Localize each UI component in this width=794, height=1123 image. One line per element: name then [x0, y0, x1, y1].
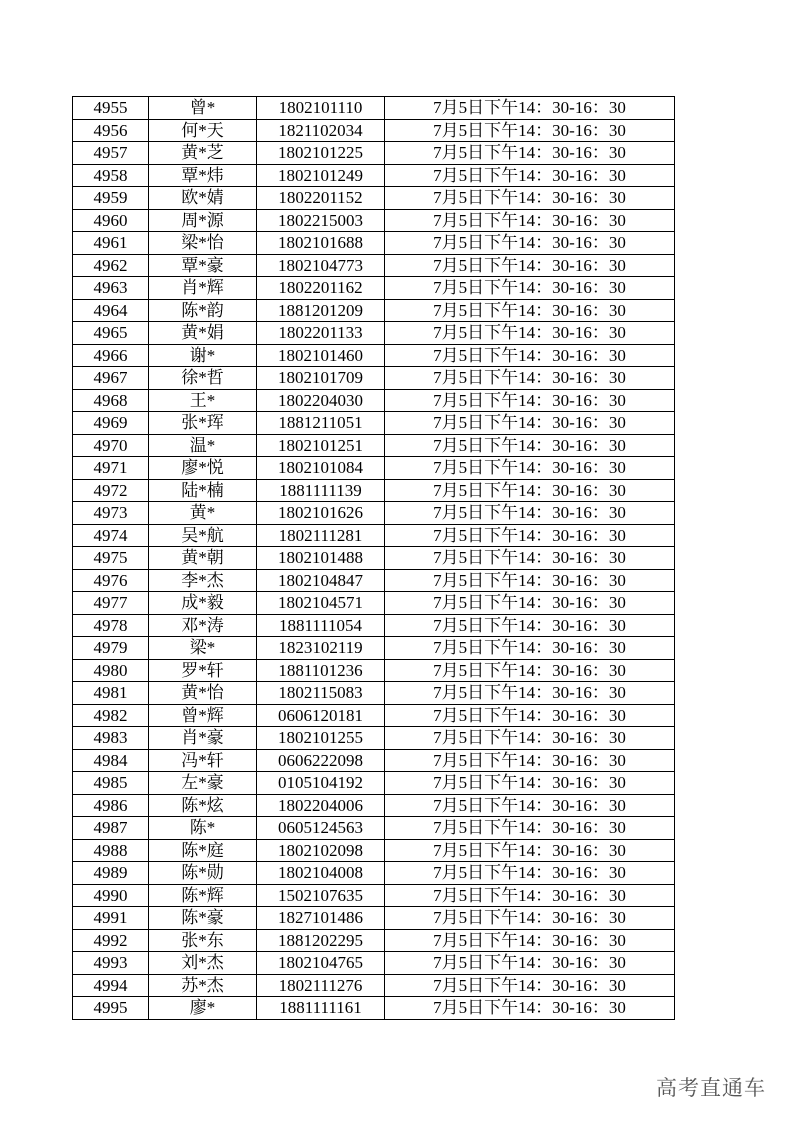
table-row	[73, 434, 675, 457]
row-name-cell: 陈*豪	[149, 907, 257, 930]
row-name-cell: 黄*朝	[149, 547, 257, 570]
row-time-cell: 7月5日下午14：30-16：30	[385, 232, 675, 255]
row-id-cell: 4960	[73, 209, 149, 232]
row-name-cell: 陆*楠	[149, 479, 257, 502]
row-number-cell: 0606120181	[257, 704, 385, 727]
row-number-cell: 1502107635	[257, 884, 385, 907]
row-number-cell: 1802101688	[257, 232, 385, 255]
table-row	[73, 952, 675, 975]
row-number-cell: 1802201162	[257, 277, 385, 300]
row-name-cell: 黄*芝	[149, 142, 257, 165]
row-id-cell: 4955	[73, 97, 149, 120]
row-name-cell: 黄*	[149, 502, 257, 525]
row-name-cell: 梁*	[149, 637, 257, 660]
row-time-cell: 7月5日下午14：30-16：30	[385, 389, 675, 412]
row-id-cell: 4992	[73, 929, 149, 952]
row-name-cell: 黄*娟	[149, 322, 257, 345]
row-id-cell: 4991	[73, 907, 149, 930]
row-time-cell: 7月5日下午14：30-16：30	[385, 817, 675, 840]
row-number-cell: 1881202295	[257, 929, 385, 952]
row-name-cell: 吴*航	[149, 524, 257, 547]
row-name-cell: 何*天	[149, 119, 257, 142]
row-number-cell: 1881111139	[257, 479, 385, 502]
row-number-cell: 1802204030	[257, 389, 385, 412]
row-name-cell: 罗*轩	[149, 659, 257, 682]
row-time-cell: 7月5日下午14：30-16：30	[385, 884, 675, 907]
row-number-cell: 1802201152	[257, 187, 385, 210]
row-name-cell: 陈*韵	[149, 299, 257, 322]
row-number-cell: 0606222098	[257, 749, 385, 772]
row-name-cell: 左*豪	[149, 772, 257, 795]
row-number-cell: 1802104571	[257, 592, 385, 615]
row-number-cell: 0605124563	[257, 817, 385, 840]
row-time-cell: 7月5日下午14：30-16：30	[385, 547, 675, 570]
row-id-cell: 4987	[73, 817, 149, 840]
row-number-cell: 1802101488	[257, 547, 385, 570]
row-number-cell: 1802101225	[257, 142, 385, 165]
row-number-cell: 1802101709	[257, 367, 385, 390]
row-time-cell: 7月5日下午14：30-16：30	[385, 727, 675, 750]
row-time-cell: 7月5日下午14：30-16：30	[385, 772, 675, 795]
table-row	[73, 322, 675, 345]
row-number-cell: 1802101626	[257, 502, 385, 525]
table-row	[73, 389, 675, 412]
row-id-cell: 4982	[73, 704, 149, 727]
row-id-cell: 4990	[73, 884, 149, 907]
row-time-cell: 7月5日下午14：30-16：30	[385, 749, 675, 772]
row-time-cell: 7月5日下午14：30-16：30	[385, 457, 675, 480]
table-row	[73, 704, 675, 727]
row-name-cell: 肖*辉	[149, 277, 257, 300]
row-name-cell: 梁*怡	[149, 232, 257, 255]
row-number-cell: 1802101255	[257, 727, 385, 750]
row-number-cell: 1802111276	[257, 974, 385, 997]
row-time-cell: 7月5日下午14：30-16：30	[385, 659, 675, 682]
table-row	[73, 344, 675, 367]
table-row	[73, 907, 675, 930]
row-id-cell: 4969	[73, 412, 149, 435]
row-time-cell: 7月5日下午14：30-16：30	[385, 592, 675, 615]
row-id-cell: 4957	[73, 142, 149, 165]
row-id-cell: 4961	[73, 232, 149, 255]
row-number-cell: 1802111281	[257, 524, 385, 547]
row-number-cell: 1827101486	[257, 907, 385, 930]
row-time-cell: 7月5日下午14：30-16：30	[385, 187, 675, 210]
row-name-cell: 覃*豪	[149, 254, 257, 277]
row-id-cell: 4985	[73, 772, 149, 795]
row-number-cell: 1881111054	[257, 614, 385, 637]
table-row	[73, 839, 675, 862]
row-name-cell: 张*珲	[149, 412, 257, 435]
table-row	[73, 727, 675, 750]
table-row	[73, 637, 675, 660]
row-time-cell: 7月5日下午14：30-16：30	[385, 997, 675, 1020]
row-id-cell: 4965	[73, 322, 149, 345]
row-number-cell: 1821102034	[257, 119, 385, 142]
row-time-cell: 7月5日下午14：30-16：30	[385, 794, 675, 817]
row-name-cell: 冯*轩	[149, 749, 257, 772]
row-id-cell: 4973	[73, 502, 149, 525]
row-time-cell: 7月5日下午14：30-16：30	[385, 614, 675, 637]
row-time-cell: 7月5日下午14：30-16：30	[385, 412, 675, 435]
table-row	[73, 187, 675, 210]
row-number-cell: 1802104847	[257, 569, 385, 592]
row-id-cell: 4994	[73, 974, 149, 997]
row-time-cell: 7月5日下午14：30-16：30	[385, 344, 675, 367]
watermark: 高考直通车	[656, 1076, 766, 1100]
row-number-cell: 1881111161	[257, 997, 385, 1020]
row-number-cell: 1881201209	[257, 299, 385, 322]
row-name-cell: 徐*哲	[149, 367, 257, 390]
table-row	[73, 502, 675, 525]
row-id-cell: 4972	[73, 479, 149, 502]
row-time-cell: 7月5日下午14：30-16：30	[385, 254, 675, 277]
row-name-cell: 欧*婧	[149, 187, 257, 210]
row-id-cell: 4995	[73, 997, 149, 1020]
row-id-cell: 4986	[73, 794, 149, 817]
table-row	[73, 209, 675, 232]
table-row	[73, 254, 675, 277]
row-name-cell: 张*东	[149, 929, 257, 952]
row-time-cell: 7月5日下午14：30-16：30	[385, 142, 675, 165]
row-name-cell: 黄*怡	[149, 682, 257, 705]
row-number-cell: 1802215003	[257, 209, 385, 232]
row-name-cell: 苏*杰	[149, 974, 257, 997]
row-id-cell: 4981	[73, 682, 149, 705]
row-name-cell: 覃*炜	[149, 164, 257, 187]
row-id-cell: 4962	[73, 254, 149, 277]
row-number-cell: 1802104008	[257, 862, 385, 885]
row-time-cell: 7月5日下午14：30-16：30	[385, 704, 675, 727]
row-id-cell: 4968	[73, 389, 149, 412]
row-name-cell: 肖*豪	[149, 727, 257, 750]
table-row	[73, 119, 675, 142]
row-id-cell: 4983	[73, 727, 149, 750]
row-id-cell: 4959	[73, 187, 149, 210]
row-time-cell: 7月5日下午14：30-16：30	[385, 479, 675, 502]
row-number-cell: 1881211051	[257, 412, 385, 435]
row-name-cell: 李*杰	[149, 569, 257, 592]
row-id-cell: 4958	[73, 164, 149, 187]
table-row	[73, 659, 675, 682]
table-row	[73, 569, 675, 592]
table-row	[73, 749, 675, 772]
table-row	[73, 164, 675, 187]
row-number-cell: 1881101236	[257, 659, 385, 682]
row-time-cell: 7月5日下午14：30-16：30	[385, 637, 675, 660]
table-row	[73, 277, 675, 300]
row-id-cell: 4984	[73, 749, 149, 772]
row-id-cell: 4963	[73, 277, 149, 300]
row-time-cell: 7月5日下午14：30-16：30	[385, 299, 675, 322]
row-id-cell: 4980	[73, 659, 149, 682]
row-number-cell: 1802102098	[257, 839, 385, 862]
row-time-cell: 7月5日下午14：30-16：30	[385, 907, 675, 930]
row-number-cell: 1823102119	[257, 637, 385, 660]
row-name-cell: 刘*杰	[149, 952, 257, 975]
row-time-cell: 7月5日下午14：30-16：30	[385, 502, 675, 525]
row-id-cell: 4993	[73, 952, 149, 975]
row-name-cell: 陈*炫	[149, 794, 257, 817]
row-name-cell: 成*毅	[149, 592, 257, 615]
row-name-cell: 廖*	[149, 997, 257, 1020]
row-time-cell: 7月5日下午14：30-16：30	[385, 569, 675, 592]
table-row	[73, 232, 675, 255]
row-number-cell: 1802101460	[257, 344, 385, 367]
row-number-cell: 1802101251	[257, 434, 385, 457]
row-number-cell: 1802104765	[257, 952, 385, 975]
row-number-cell: 1802115083	[257, 682, 385, 705]
row-id-cell: 4988	[73, 839, 149, 862]
row-time-cell: 7月5日下午14：30-16：30	[385, 119, 675, 142]
row-id-cell: 4967	[73, 367, 149, 390]
row-id-cell: 4971	[73, 457, 149, 480]
table-row	[73, 142, 675, 165]
row-id-cell: 4989	[73, 862, 149, 885]
table-row	[73, 772, 675, 795]
row-id-cell: 4979	[73, 637, 149, 660]
row-number-cell: 1802204006	[257, 794, 385, 817]
row-time-cell: 7月5日下午14：30-16：30	[385, 164, 675, 187]
row-id-cell: 4974	[73, 524, 149, 547]
row-name-cell: 王*	[149, 389, 257, 412]
row-id-cell: 4970	[73, 434, 149, 457]
row-name-cell: 陈*	[149, 817, 257, 840]
row-time-cell: 7月5日下午14：30-16：30	[385, 524, 675, 547]
row-number-cell: 1802101110	[257, 97, 385, 120]
row-time-cell: 7月5日下午14：30-16：30	[385, 974, 675, 997]
table-row	[73, 97, 675, 120]
row-time-cell: 7月5日下午14：30-16：30	[385, 322, 675, 345]
row-time-cell: 7月5日下午14：30-16：30	[385, 862, 675, 885]
row-number-cell: 1802201133	[257, 322, 385, 345]
row-id-cell: 4966	[73, 344, 149, 367]
row-number-cell: 1802101249	[257, 164, 385, 187]
table-row	[73, 592, 675, 615]
row-time-cell: 7月5日下午14：30-16：30	[385, 367, 675, 390]
row-time-cell: 7月5日下午14：30-16：30	[385, 209, 675, 232]
row-name-cell: 廖*悦	[149, 457, 257, 480]
row-time-cell: 7月5日下午14：30-16：30	[385, 839, 675, 862]
row-number-cell: 1802104773	[257, 254, 385, 277]
row-name-cell: 温*	[149, 434, 257, 457]
row-name-cell: 周*源	[149, 209, 257, 232]
row-id-cell: 4975	[73, 547, 149, 570]
table-row	[73, 614, 675, 637]
row-id-cell: 4956	[73, 119, 149, 142]
table-row	[73, 794, 675, 817]
row-id-cell: 4977	[73, 592, 149, 615]
table-row	[73, 817, 675, 840]
row-time-cell: 7月5日下午14：30-16：30	[385, 682, 675, 705]
schedule-table	[72, 96, 675, 1020]
row-name-cell: 陈*勋	[149, 862, 257, 885]
row-name-cell: 曾*	[149, 97, 257, 120]
row-name-cell: 曾*辉	[149, 704, 257, 727]
table-row	[73, 884, 675, 907]
table-row	[73, 524, 675, 547]
table-row	[73, 997, 675, 1020]
table-row	[73, 929, 675, 952]
row-id-cell: 4978	[73, 614, 149, 637]
row-id-cell: 4964	[73, 299, 149, 322]
table-row	[73, 862, 675, 885]
row-time-cell: 7月5日下午14：30-16：30	[385, 277, 675, 300]
row-name-cell: 邓*涛	[149, 614, 257, 637]
table-row	[73, 974, 675, 997]
table-row	[73, 479, 675, 502]
row-time-cell: 7月5日下午14：30-16：30	[385, 434, 675, 457]
table-row	[73, 457, 675, 480]
table-row	[73, 682, 675, 705]
row-number-cell: 1802101084	[257, 457, 385, 480]
table-row	[73, 367, 675, 390]
row-name-cell: 谢*	[149, 344, 257, 367]
table-row	[73, 547, 675, 570]
row-name-cell: 陈*辉	[149, 884, 257, 907]
table-row	[73, 299, 675, 322]
row-time-cell: 7月5日下午14：30-16：30	[385, 952, 675, 975]
table-row	[73, 412, 675, 435]
row-id-cell: 4976	[73, 569, 149, 592]
row-time-cell: 7月5日下午14：30-16：30	[385, 97, 675, 120]
row-name-cell: 陈*庭	[149, 839, 257, 862]
row-time-cell: 7月5日下午14：30-16：30	[385, 929, 675, 952]
schedule-table-body	[73, 97, 675, 1020]
row-number-cell: 0105104192	[257, 772, 385, 795]
